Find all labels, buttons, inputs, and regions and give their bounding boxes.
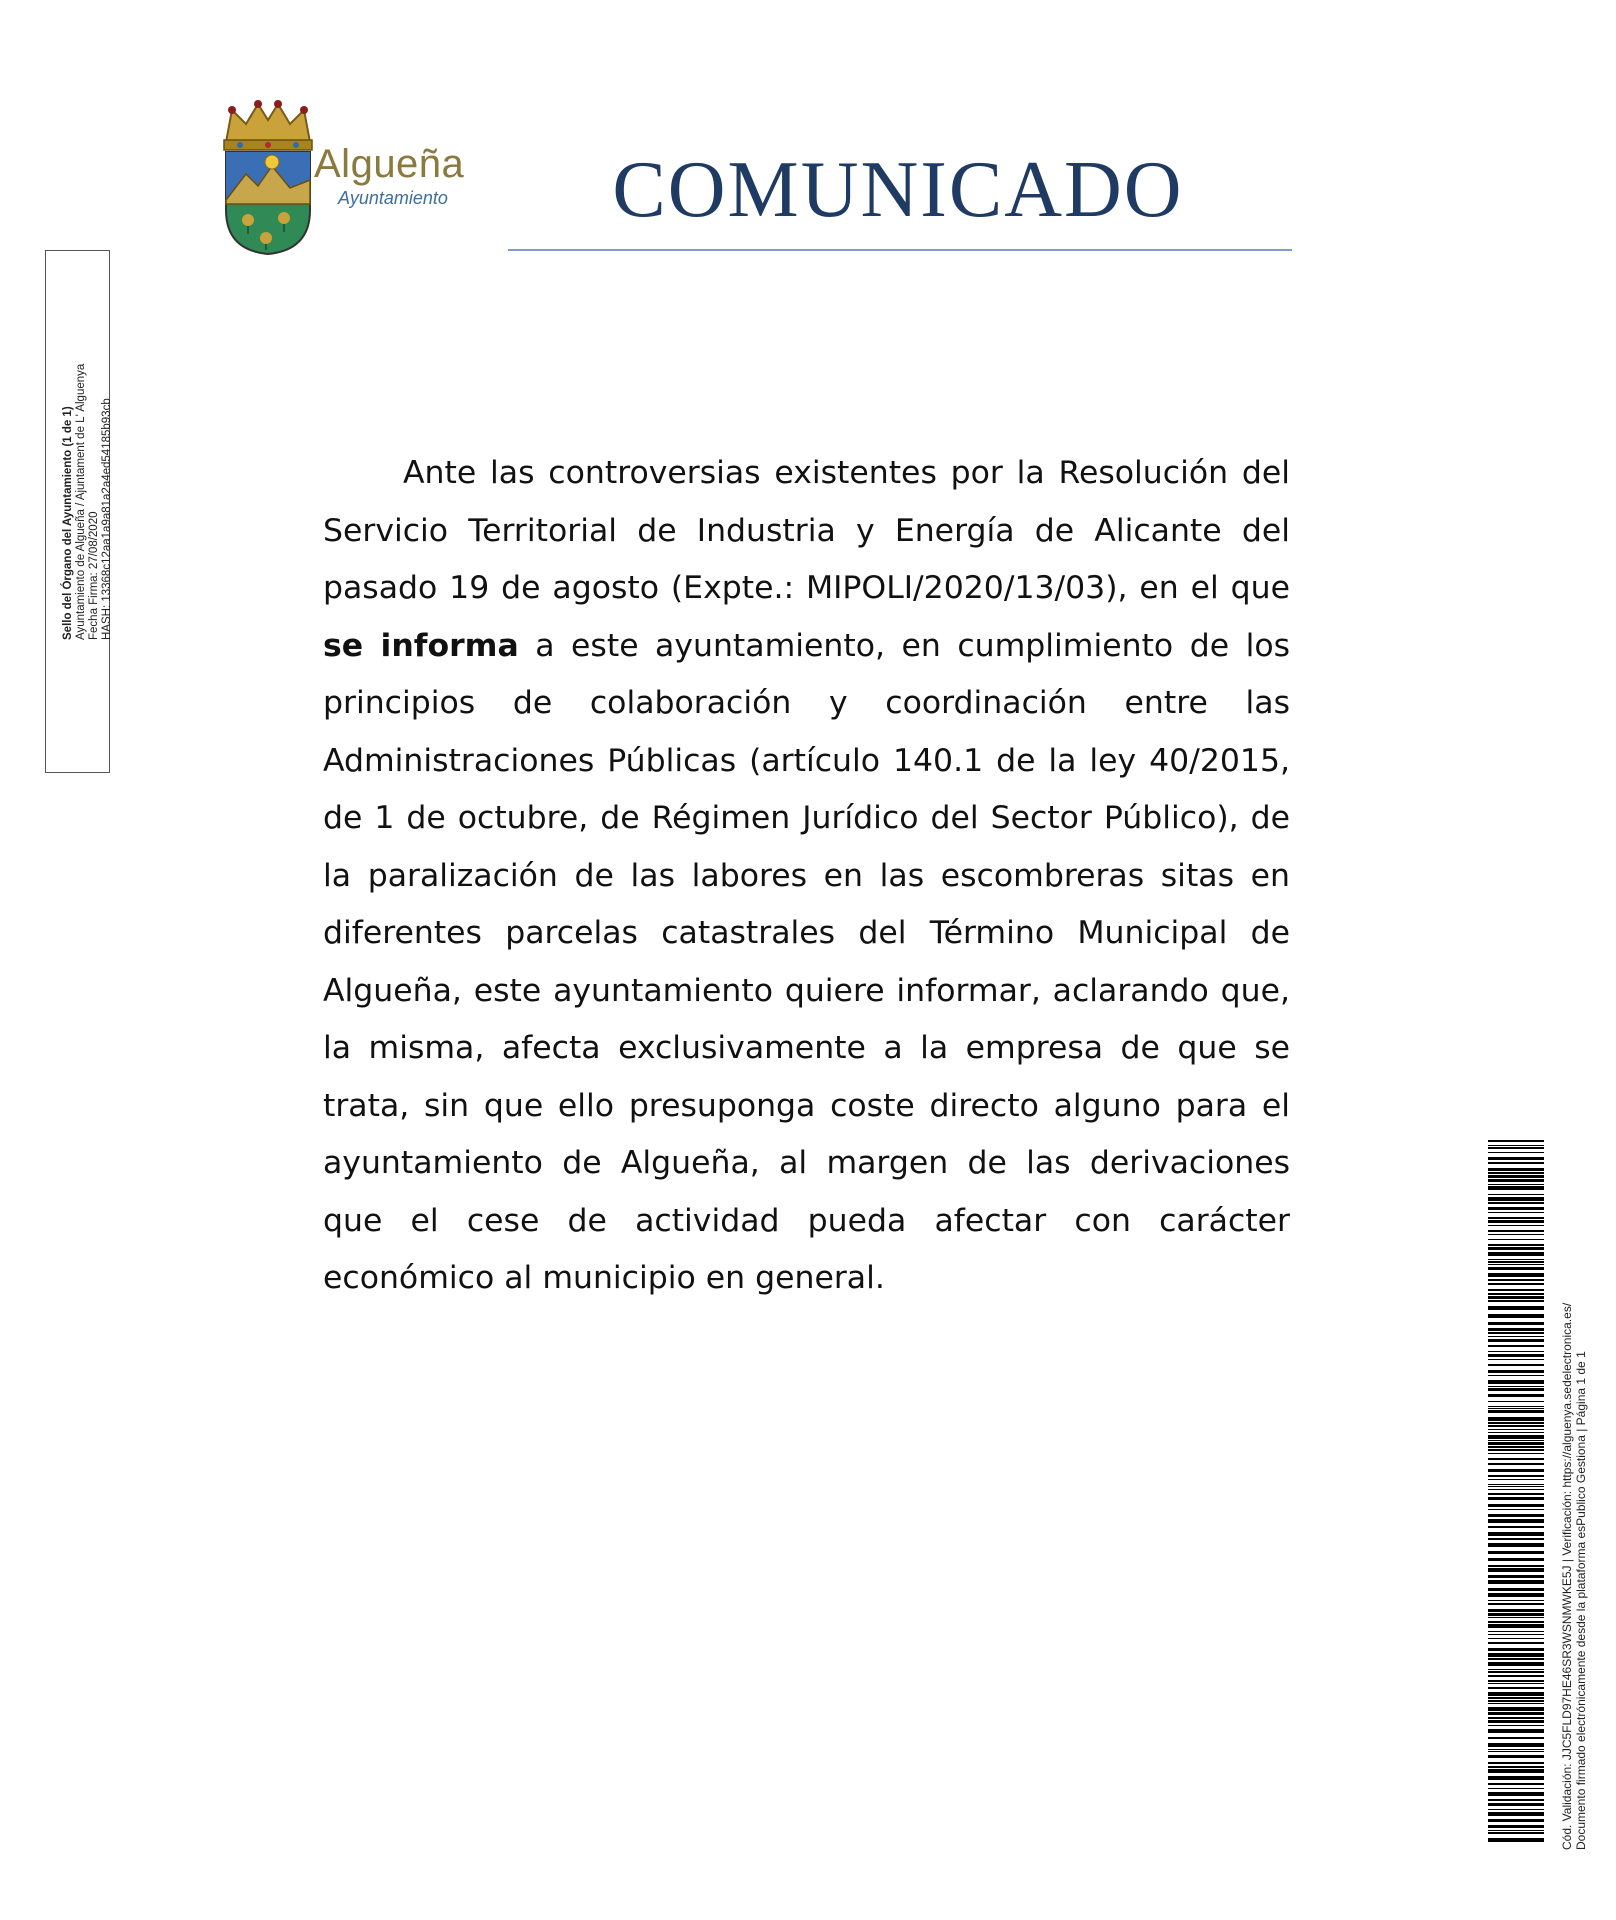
coat-of-arms-icon bbox=[218, 100, 318, 256]
barcode-icon bbox=[1488, 1140, 1544, 1844]
body-paragraph bbox=[323, 445, 1290, 1308]
body-text-part-1: Ante las controversias existentes por la Resolución del Servicio Territorial de Industria y Energía de Alicante del pasado 19 de agosto (Expte.: MIPOLI/2020/13/03), en el que bbox=[323, 455, 1290, 606]
seal-line-3: Fecha Firma: 27/08/2020 bbox=[88, 511, 100, 640]
municipal-logo bbox=[218, 100, 478, 260]
body-text-part-2: a este ayuntamiento, en cumplimiento de los principios de colaboración y coordinación entre las Administraciones Públicas (artículo 140.1 de la ley 40/2015, de 1 de octubre, de Régimen Jurídico del Sector Público), de la paralización de las labores en las escombreras sitas en diferentes parcelas catastrales del Término Municipal de Algueña, este ayuntamiento quiere informar, aclarando que, la misma, afecta exclusivamente a la empresa de que se trata, sin que ello presuponga coste directo alguno para el ayuntamiento de Algueña, al margen de las derivaciones que el cese de actividad pueda afectar con carácter económico al municipio en general. bbox=[323, 627, 1291, 1296]
body-text-bold: se informa bbox=[323, 627, 519, 664]
seal-line-2: Ayuntamiento de Algueña / Ajuntament de L' Alguenya bbox=[75, 363, 87, 640]
page-title: COMUNICADO bbox=[612, 146, 1184, 234]
municipality-name: Algueña bbox=[314, 142, 465, 186]
seal-line-1: Sello del Órgano del Ayuntamiento (1 de 1) bbox=[62, 406, 74, 640]
verification-line-2: Documento firmado electrónicamente desde la plataforma esPublico Gestiona | Página 1 de 1 bbox=[1574, 1351, 1588, 1850]
municipality-subtitle: Ayuntamiento bbox=[338, 188, 448, 208]
seal-line-4: HASH: 13368c12aa1a9a81a2a4ed54185b93cb bbox=[101, 398, 113, 640]
seal-text bbox=[62, 300, 114, 640]
verification-line-1: Cód. Validación: JJC5FLD97HE46SR3WSNMWKE5J | Verificación: https://alguenya.sedelectronica.es/ bbox=[1560, 1302, 1574, 1850]
verification-text bbox=[1560, 1110, 1588, 1850]
title-underline bbox=[508, 249, 1292, 251]
